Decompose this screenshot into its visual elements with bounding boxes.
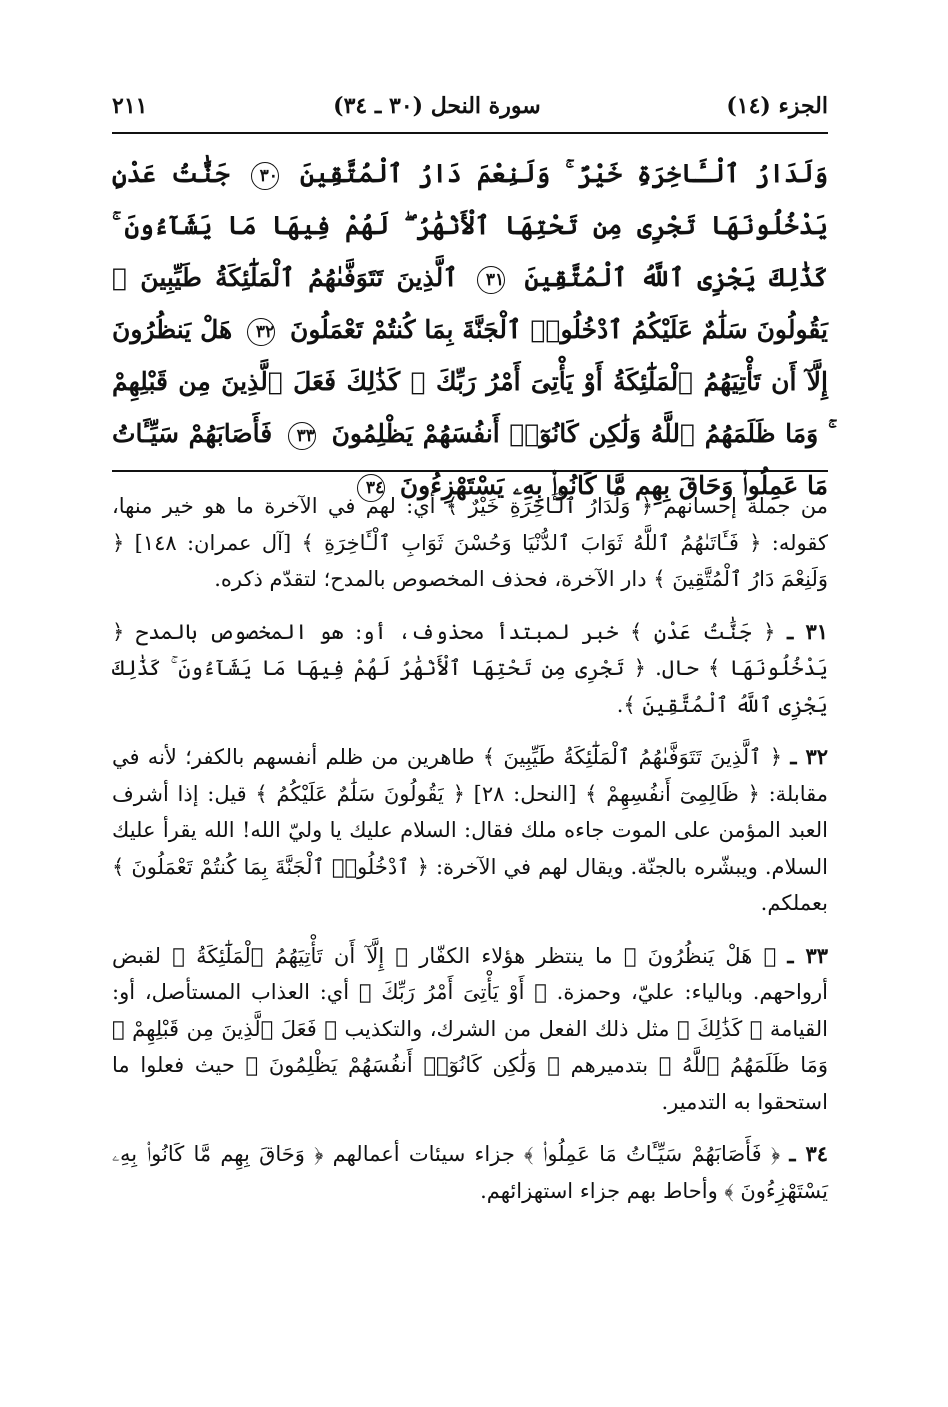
commentary-paragraph xyxy=(112,1136,828,1209)
juz-label: الجزء (١٤) xyxy=(726,93,828,119)
section-divider xyxy=(112,470,828,472)
verse-number: ٣٢ ـ xyxy=(790,744,828,769)
commentary-text: ﴿ هَلْ يَنظُرُونَ ﴾ ما ينتظر هؤلاء الكفّار ﴿ إِلَّآ أَن تَأْتِيَهُمُ ٱلْمَلَٰٓئِكَةُ ﴾ لقبض أرواحهم. وبالياء: عليّ، وحمزة. ﴿ أَوْ يَأْتِىَ أَمْرُ رَبِّكَ ﴾ أي: العذاب المستأصل، أو: القيامة ﴿ كَذَٰلِكَ ﴾ مثل ذلك الفعل من الشرك، والتكذيب ﴿ فَعَلَ ٱلَّذِينَ مِن قَبْلِهِمْ ۚ وَمَا ظَلَمَهُمُ ٱللَّهُ ﴾ بتدميرهم ﴿ وَلَٰكِن كَانُوٓا۟ أَنفُسَهُمْ يَظْلِمُونَ ﴾ حيث فعلوا ما استحقوا به التدمير. xyxy=(112,943,828,1114)
ayah-number-marker: ٣١ xyxy=(477,266,505,294)
ayah-number-marker: ٣٤ xyxy=(357,474,385,502)
verse-text: هَلْ يَنظُرُونَ إِلَّآ أَن تَأْتِيَهُمُ ٱلْمَلَٰٓئِكَةُ أَوْ يَأْتِىَ أَمْرُ رَبِّكَ ۚ كَذَٰلِكَ فَعَلَ ٱلَّذِينَ مِن قَبْلِهِمْ ۚ وَمَا ظَلَمَهُمُ ٱللَّهُ وَلَٰكِن كَانُوٓا۟ أَنفُسَهُمْ يَظْلِمُونَ xyxy=(112,315,828,448)
page-number: ٢١١ xyxy=(112,93,148,119)
header-rule xyxy=(112,132,828,134)
commentary-text: من جملة إحسانهم ﴿ وَلَدَارُ ٱلْـَٔاخِرَةِ خَيْرٌ ﴾ أي: لهم في الآخرة ما هو خير منها، كقوله: ﴿ فَـَٔاتَىٰهُمُ ٱللَّهُ ثَوَابَ ٱلدُّنْيَا وَحُسْنَ ثَوَابِ ٱلْـَٔاخِرَةِ ﴾ [آل عمران: ١٤٨] ﴿ وَلَنِعْمَ دَارُ ٱلْمُتَّقِينَ ﴾ دار الآخرة، فحذف المخصوص بالمدح؛ لتقدّم ذكره. xyxy=(112,494,828,591)
verse-number: ٣١ ـ xyxy=(787,618,828,644)
verse-number: ٣٤ ـ xyxy=(789,1141,829,1166)
ayah-number-marker: ٣٠ xyxy=(251,162,279,190)
verse-number: ٣٣ ـ xyxy=(787,942,828,968)
commentary-paragraph xyxy=(112,488,828,598)
verse-text: جَنَّٰتُ عَدْنٍ يَدْخُلُونَهَا تَجْرِى مِن تَحْتِهَا ٱلْأَنْهَٰرُ ۖ لَهُمْ فِيهَا مَا يَشَآءُونَ ۚ كَذَٰلِكَ يَجْزِى ٱللَّهُ ٱلْمُتَّقِينَ xyxy=(112,159,828,292)
verse-text: فَأَصَابَهُمْ سَيِّـَٔاتُ مَا عَمِلُوا۟ وَحَاقَ بِهِم مَّا كَانُوا۟ بِهِۦ يَسْتَهْزِءُونَ xyxy=(112,419,828,500)
commentary-paragraph xyxy=(112,614,828,724)
verse-text: ٱلَّذِينَ تَتَوَفَّىٰهُمُ ٱلْمَلَٰٓئِكَةُ طَيِّبِينَ ۙ يَقُولُونَ سَلَٰمٌ عَلَيْكُمُ ٱدْخُلُوا۟ ٱلْجَنَّةَ بِمَا كُنتُمْ تَعْمَلُونَ xyxy=(112,263,828,344)
surah-title: سورة النحل (٣٠ ـ ٣٤) xyxy=(333,93,541,119)
verse-text: وَلَدَارُ ٱلْـَٔاخِرَةِ خَيْرٌ ۚ وَلَنِعْمَ دَارُ ٱلْمُتَّقِينَ xyxy=(300,159,828,188)
quran-verses xyxy=(112,148,828,500)
commentary-text: ﴿ ٱلَّذِينَ تَتَوَفَّىٰهُمُ ٱلْمَلَٰٓئِكَةُ طَيِّبِينَ ﴾ طاهرين من ظلم أنفسهم بالكفر؛ لأنه في مقابلة: ﴿ ظَالِمِىٓ أَنفُسِهِمْ ﴾ [النحل: ٢٨] ﴿ يَقُولُونَ سَلَٰمٌ عَلَيْكُمُ ﴾ قيل: إذا أشرف العبد المؤمن على الموت جاءه ملك فقال: السلام عليك يا وليّ الله! الله يقرأ عليك السلام. ويبشّره بالجنّة. ويقال لهم في الآخرة: ﴿ ٱدْخُلُوا۟ ٱلْجَنَّةَ بِمَا كُنتُمْ تَعْمَلُونَ ﴾ بعملكم. xyxy=(112,745,828,915)
ayah-number-marker: ٣٣ xyxy=(288,422,316,450)
page-header xyxy=(112,86,828,126)
commentary-paragraph xyxy=(112,739,828,922)
tafsir-commentary xyxy=(112,488,828,1225)
commentary-text: ﴿ جَنَّٰتُ عَدْنٍ ﴾ خبر لمبتدأ محذوف، أو: هو المخصوص بالمدح ﴿ يَدْخُلُونَهَا ﴾ حال. ﴿ تَجْرِى مِن تَحْتِهَا ٱلْأَنْهَٰرُ لَهُمْ فِيهَا مَا يَشَآءُونَ ۚ كَذَٰلِكَ يَجْزِى ٱللَّهُ ٱلْمُتَّقِينَ ﴾. xyxy=(112,619,828,717)
commentary-text: ﴿ فَأَصَابَهُمْ سَيِّـَٔاتُ مَا عَمِلُوا۟ ﴾ جزاء سيئات أعمالهم ﴿ وَحَاقَ بِهِم مَّا كَانُوا۟ بِهِۦ يَسْتَهْزِءُونَ ﴾ وأحاط بهم جزاء استهزائهم. xyxy=(112,1142,828,1203)
ayah-number-marker: ٣٢ xyxy=(247,318,275,346)
commentary-paragraph xyxy=(112,938,828,1121)
